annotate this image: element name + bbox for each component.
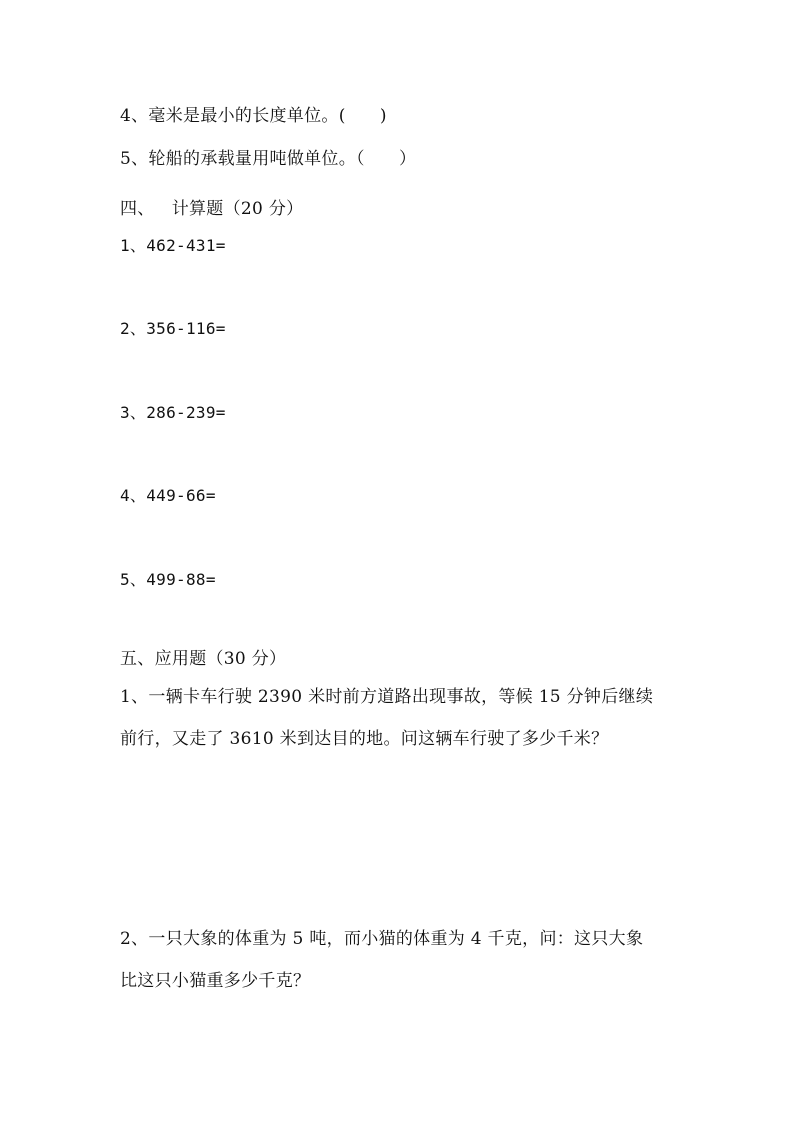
word-problem-2-line-2: 比这只小猫重多少千克？ xyxy=(120,971,311,991)
calc-item-5: 5、499-88= xyxy=(120,570,216,589)
section-4-heading: 四、 计算题（20 分） xyxy=(120,199,304,219)
calc-item-3: 3、286-239= xyxy=(120,403,226,422)
word-problem-2-line-1: 2、一只大象的体重为 5 吨，而小猫的体重为 4 千克，问：这只大象 xyxy=(120,929,644,949)
calc-item-1: 1、462-431= xyxy=(120,236,226,255)
word-problem-1-line-2: 前行，又走了 3610 米到达目的地。问这辆车行驶了多少千米？ xyxy=(120,729,609,749)
judgement-item-5: 5、轮船的承载量用吨做单位。（ ） xyxy=(120,149,417,169)
word-problem-1-line-1: 1、一辆卡车行驶 2390 米时前方道路出现事故，等候 15 分钟后继续 xyxy=(120,687,654,707)
calc-item-2: 2、356-116= xyxy=(120,319,226,338)
calc-item-4: 4、449-66= xyxy=(120,486,216,505)
section-5-heading: 五、应用题（30 分） xyxy=(120,649,287,669)
judgement-item-4: 4、毫米是最小的长度单位。( ) xyxy=(120,106,387,126)
